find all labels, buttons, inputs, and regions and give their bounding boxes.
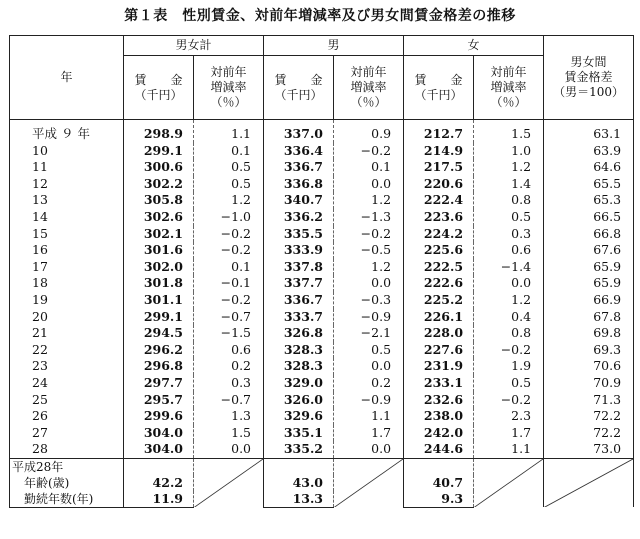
cell-year: 16 <box>10 242 124 259</box>
cell-f-chg: 2.3 <box>474 408 544 425</box>
header-male: 男 <box>264 36 404 56</box>
cell-year: 25 <box>10 392 124 409</box>
cell-gap: 67.8 <box>544 309 634 326</box>
cell-m-chg: −1.3 <box>334 209 404 226</box>
cell-t-wage: 294.5 <box>124 325 194 342</box>
header-total-change <box>194 56 264 120</box>
change-label-2: 増減率 <box>350 80 387 94</box>
wage-label: 賃 金 <box>274 72 323 87</box>
cell-gap: 63.1 <box>544 120 634 143</box>
cell-t-wage: 300.6 <box>124 159 194 176</box>
cell-m-wage: 333.9 <box>264 242 334 259</box>
change-label-3: （％） <box>210 95 247 109</box>
table-row <box>10 325 634 342</box>
cell-gap: 65.5 <box>544 176 634 193</box>
cell-f-chg: −1.4 <box>474 259 544 276</box>
cell-m-wage: 336.4 <box>264 143 334 160</box>
cell-gap: 66.9 <box>544 292 634 309</box>
table-row <box>10 375 634 392</box>
cell-f-wage: 222.4 <box>404 192 474 209</box>
table-title: 第１表 性別賃金、対前年増減率及び男女間賃金格差の推移 <box>124 8 516 24</box>
cell-year: 20 <box>10 309 124 326</box>
cell-f-wage: 212.7 <box>404 120 474 143</box>
header-gap-line1: 男女間 <box>570 55 607 69</box>
cell-year: 22 <box>10 342 124 359</box>
cell-t-wage: 302.1 <box>124 226 194 243</box>
cell-gap: 70.9 <box>544 375 634 392</box>
cell-m-chg: 0.2 <box>334 375 404 392</box>
table-row <box>10 292 634 309</box>
cell-m-wage: 328.3 <box>264 342 334 359</box>
cell-m-chg: 1.7 <box>334 425 404 442</box>
header-male-wage <box>264 56 334 120</box>
cell-f-chg: 1.7 <box>474 425 544 442</box>
wage-unit: （千円） <box>414 87 463 102</box>
cell-t-chg: 0.0 <box>194 441 264 458</box>
cell-year: 17 <box>10 259 124 276</box>
cell-m-wage: 336.2 <box>264 209 334 226</box>
cell-gap: 63.9 <box>544 143 634 160</box>
table-row <box>10 259 634 276</box>
cell-f-chg: 0.6 <box>474 242 544 259</box>
cell-year: 27 <box>10 425 124 442</box>
cell-f-wage: 222.6 <box>404 275 474 292</box>
cell-year: 26 <box>10 408 124 425</box>
cell-f-wage: 244.6 <box>404 441 474 458</box>
footer-total-tenure: 11.9 <box>124 491 194 508</box>
footer-total-age: 42.2 <box>124 475 194 491</box>
footer-diag-male <box>334 458 404 507</box>
cell-t-wage: 297.7 <box>124 375 194 392</box>
header-gap-line2: 賃金格差 <box>564 70 613 84</box>
header-total: 男女計 <box>124 36 264 56</box>
cell-m-wage: 336.8 <box>264 176 334 193</box>
cell-m-chg: 0.0 <box>334 441 404 458</box>
cell-t-wage: 299.1 <box>124 143 194 160</box>
table-row <box>10 425 634 442</box>
table-body <box>10 120 634 459</box>
cell-f-wage: 224.2 <box>404 226 474 243</box>
cell-m-chg: −0.9 <box>334 309 404 326</box>
cell-f-wage: 228.0 <box>404 325 474 342</box>
table-row <box>10 309 634 326</box>
cell-m-wage: 326.8 <box>264 325 334 342</box>
cell-f-wage: 214.9 <box>404 143 474 160</box>
table-footer <box>10 458 634 507</box>
header-female: 女 <box>404 36 544 56</box>
cell-t-wage: 296.8 <box>124 358 194 375</box>
cell-m-chg: 1.2 <box>334 192 404 209</box>
change-label-1: 対前年 <box>210 65 247 79</box>
table-row <box>10 120 634 143</box>
wage-unit: （千円） <box>134 87 183 102</box>
cell-gap: 72.2 <box>544 425 634 442</box>
cell-m-chg: −0.3 <box>334 292 404 309</box>
change-label-2: 増減率 <box>210 80 247 94</box>
cell-gap: 69.8 <box>544 325 634 342</box>
cell-f-chg: 1.2 <box>474 292 544 309</box>
header-gap <box>544 36 634 120</box>
cell-m-chg: 0.9 <box>334 120 404 143</box>
cell-gap: 70.6 <box>544 358 634 375</box>
cell-gap: 64.6 <box>544 159 634 176</box>
cell-m-chg: −0.2 <box>334 226 404 243</box>
cell-m-chg: −2.1 <box>334 325 404 342</box>
footer-tenure-label: 勤続年数(年) <box>10 491 124 508</box>
cell-t-wage: 295.7 <box>124 392 194 409</box>
cell-m-wage: 335.1 <box>264 425 334 442</box>
cell-f-wage: 222.5 <box>404 259 474 276</box>
header-female-change <box>474 56 544 120</box>
change-label-3: （％） <box>350 95 387 109</box>
cell-year: 13 <box>10 192 124 209</box>
table-row <box>10 342 634 359</box>
change-label-2: 増減率 <box>490 80 527 94</box>
cell-t-chg: 0.5 <box>194 159 264 176</box>
cell-gap: 66.8 <box>544 226 634 243</box>
cell-gap: 65.3 <box>544 192 634 209</box>
cell-year: 14 <box>10 209 124 226</box>
cell-t-wage: 304.0 <box>124 425 194 442</box>
table-row <box>10 275 634 292</box>
change-label-1: 対前年 <box>350 65 387 79</box>
cell-t-chg: 0.5 <box>194 176 264 193</box>
cell-year: 21 <box>10 325 124 342</box>
change-label-3: （％） <box>490 95 527 109</box>
header-female-wage <box>404 56 474 120</box>
cell-f-wage: 233.1 <box>404 375 474 392</box>
cell-m-chg: −0.5 <box>334 242 404 259</box>
cell-f-chg: 1.1 <box>474 441 544 458</box>
cell-m-wage: 326.0 <box>264 392 334 409</box>
cell-year: 15 <box>10 226 124 243</box>
cell-m-chg: 0.1 <box>334 159 404 176</box>
cell-m-chg: −0.9 <box>334 392 404 409</box>
footer-age-label: 年齢(歳) <box>10 475 124 491</box>
cell-gap: 67.6 <box>544 242 634 259</box>
cell-m-wage: 337.0 <box>264 120 334 143</box>
cell-f-wage: 231.9 <box>404 358 474 375</box>
table-row <box>10 209 634 226</box>
footer-male-age: 43.0 <box>264 475 334 491</box>
footer-label: 平成28年 <box>10 458 124 475</box>
cell-t-wage: 302.0 <box>124 259 194 276</box>
cell-f-chg: 0.0 <box>474 275 544 292</box>
table-row <box>10 441 634 458</box>
cell-f-wage: 225.2 <box>404 292 474 309</box>
table-row <box>10 392 634 409</box>
cell-m-wage: 329.6 <box>264 408 334 425</box>
cell-m-wage: 333.7 <box>264 309 334 326</box>
cell-m-wage: 328.3 <box>264 358 334 375</box>
footer-diag-gap <box>544 458 634 507</box>
cell-f-wage: 232.6 <box>404 392 474 409</box>
cell-f-chg: 0.8 <box>474 325 544 342</box>
cell-t-wage: 304.0 <box>124 441 194 458</box>
cell-m-wage: 335.5 <box>264 226 334 243</box>
cell-year: 平成 ９ 年 <box>10 120 124 143</box>
footer-blank <box>264 458 334 475</box>
wage-table <box>9 35 634 508</box>
cell-year: 28 <box>10 441 124 458</box>
cell-m-wage: 340.7 <box>264 192 334 209</box>
cell-m-wage: 337.8 <box>264 259 334 276</box>
footer-diag-female <box>474 458 544 507</box>
wage-label: 賃 金 <box>414 72 463 87</box>
cell-f-chg: −0.2 <box>474 392 544 409</box>
footer-blank <box>124 458 194 475</box>
cell-year: 11 <box>10 159 124 176</box>
cell-t-wage: 301.6 <box>124 242 194 259</box>
footer-female-tenure: 9.3 <box>404 491 474 508</box>
cell-f-chg: 1.0 <box>474 143 544 160</box>
cell-t-wage: 299.6 <box>124 408 194 425</box>
cell-m-chg: 0.5 <box>334 342 404 359</box>
cell-t-chg: 0.1 <box>194 143 264 160</box>
cell-year: 10 <box>10 143 124 160</box>
cell-f-chg: 0.5 <box>474 209 544 226</box>
table-row <box>10 242 634 259</box>
cell-f-wage: 223.6 <box>404 209 474 226</box>
cell-m-chg: 1.1 <box>334 408 404 425</box>
cell-t-chg: 1.5 <box>194 425 264 442</box>
cell-gap: 66.5 <box>544 209 634 226</box>
header-total-wage <box>124 56 194 120</box>
cell-year: 19 <box>10 292 124 309</box>
cell-f-wage: 227.6 <box>404 342 474 359</box>
cell-t-wage: 301.1 <box>124 292 194 309</box>
cell-f-wage: 225.6 <box>404 242 474 259</box>
cell-m-chg: 1.2 <box>334 259 404 276</box>
cell-m-wage: 336.7 <box>264 292 334 309</box>
wage-label: 賃 金 <box>134 72 183 87</box>
table-row <box>10 143 634 160</box>
cell-f-wage: 238.0 <box>404 408 474 425</box>
cell-f-chg: −0.2 <box>474 342 544 359</box>
cell-f-wage: 217.5 <box>404 159 474 176</box>
cell-f-chg: 1.9 <box>474 358 544 375</box>
cell-f-wage: 242.0 <box>404 425 474 442</box>
cell-t-wage: 298.9 <box>124 120 194 143</box>
table-row <box>10 408 634 425</box>
cell-t-chg: −0.7 <box>194 392 264 409</box>
cell-t-wage: 302.2 <box>124 176 194 193</box>
table-row <box>10 176 634 193</box>
cell-t-chg: −0.2 <box>194 242 264 259</box>
cell-t-chg: −1.0 <box>194 209 264 226</box>
header-gap-line3: （男＝100） <box>553 85 624 99</box>
cell-m-chg: 0.0 <box>334 176 404 193</box>
cell-f-chg: 1.4 <box>474 176 544 193</box>
cell-m-wage: 336.7 <box>264 159 334 176</box>
cell-gap: 65.9 <box>544 259 634 276</box>
header-year: 年 <box>10 36 124 120</box>
cell-year: 24 <box>10 375 124 392</box>
cell-t-chg: −0.2 <box>194 226 264 243</box>
cell-f-wage: 220.6 <box>404 176 474 193</box>
cell-gap: 73.0 <box>544 441 634 458</box>
cell-t-chg: −0.7 <box>194 309 264 326</box>
cell-m-wage: 329.0 <box>264 375 334 392</box>
cell-t-wage: 301.8 <box>124 275 194 292</box>
cell-gap: 65.9 <box>544 275 634 292</box>
table-row <box>10 358 634 375</box>
cell-t-chg: 1.3 <box>194 408 264 425</box>
cell-t-wage: 302.6 <box>124 209 194 226</box>
cell-t-chg: 0.6 <box>194 342 264 359</box>
table-row <box>10 159 634 176</box>
footer-male-tenure: 13.3 <box>264 491 334 508</box>
cell-t-chg: 1.1 <box>194 120 264 143</box>
cell-year: 23 <box>10 358 124 375</box>
cell-m-chg: 0.0 <box>334 358 404 375</box>
cell-m-chg: 0.0 <box>334 275 404 292</box>
cell-f-chg: 0.8 <box>474 192 544 209</box>
cell-m-wage: 337.7 <box>264 275 334 292</box>
cell-f-wage: 226.1 <box>404 309 474 326</box>
table-row <box>10 226 634 243</box>
cell-f-chg: 1.5 <box>474 120 544 143</box>
wage-unit: （千円） <box>274 87 323 102</box>
cell-t-chg: 0.3 <box>194 375 264 392</box>
cell-f-chg: 0.5 <box>474 375 544 392</box>
cell-f-chg: 0.4 <box>474 309 544 326</box>
footer-diag-total <box>194 458 264 507</box>
cell-t-chg: 0.2 <box>194 358 264 375</box>
cell-m-wage: 335.2 <box>264 441 334 458</box>
table-row <box>10 192 634 209</box>
cell-t-chg: −0.1 <box>194 275 264 292</box>
cell-t-chg: −1.5 <box>194 325 264 342</box>
header-male-change <box>334 56 404 120</box>
footer-female-age: 40.7 <box>404 475 474 491</box>
cell-f-chg: 1.2 <box>474 159 544 176</box>
cell-gap: 72.2 <box>544 408 634 425</box>
cell-t-chg: 1.2 <box>194 192 264 209</box>
cell-m-chg: −0.2 <box>334 143 404 160</box>
footer-blank <box>404 458 474 475</box>
cell-t-chg: 0.1 <box>194 259 264 276</box>
cell-t-wage: 296.2 <box>124 342 194 359</box>
cell-t-wage: 299.1 <box>124 309 194 326</box>
cell-gap: 69.3 <box>544 342 634 359</box>
cell-year: 12 <box>10 176 124 193</box>
cell-gap: 71.3 <box>544 392 634 409</box>
cell-t-wage: 305.8 <box>124 192 194 209</box>
cell-t-chg: −0.2 <box>194 292 264 309</box>
cell-f-chg: 0.3 <box>474 226 544 243</box>
change-label-1: 対前年 <box>490 65 527 79</box>
cell-year: 18 <box>10 275 124 292</box>
